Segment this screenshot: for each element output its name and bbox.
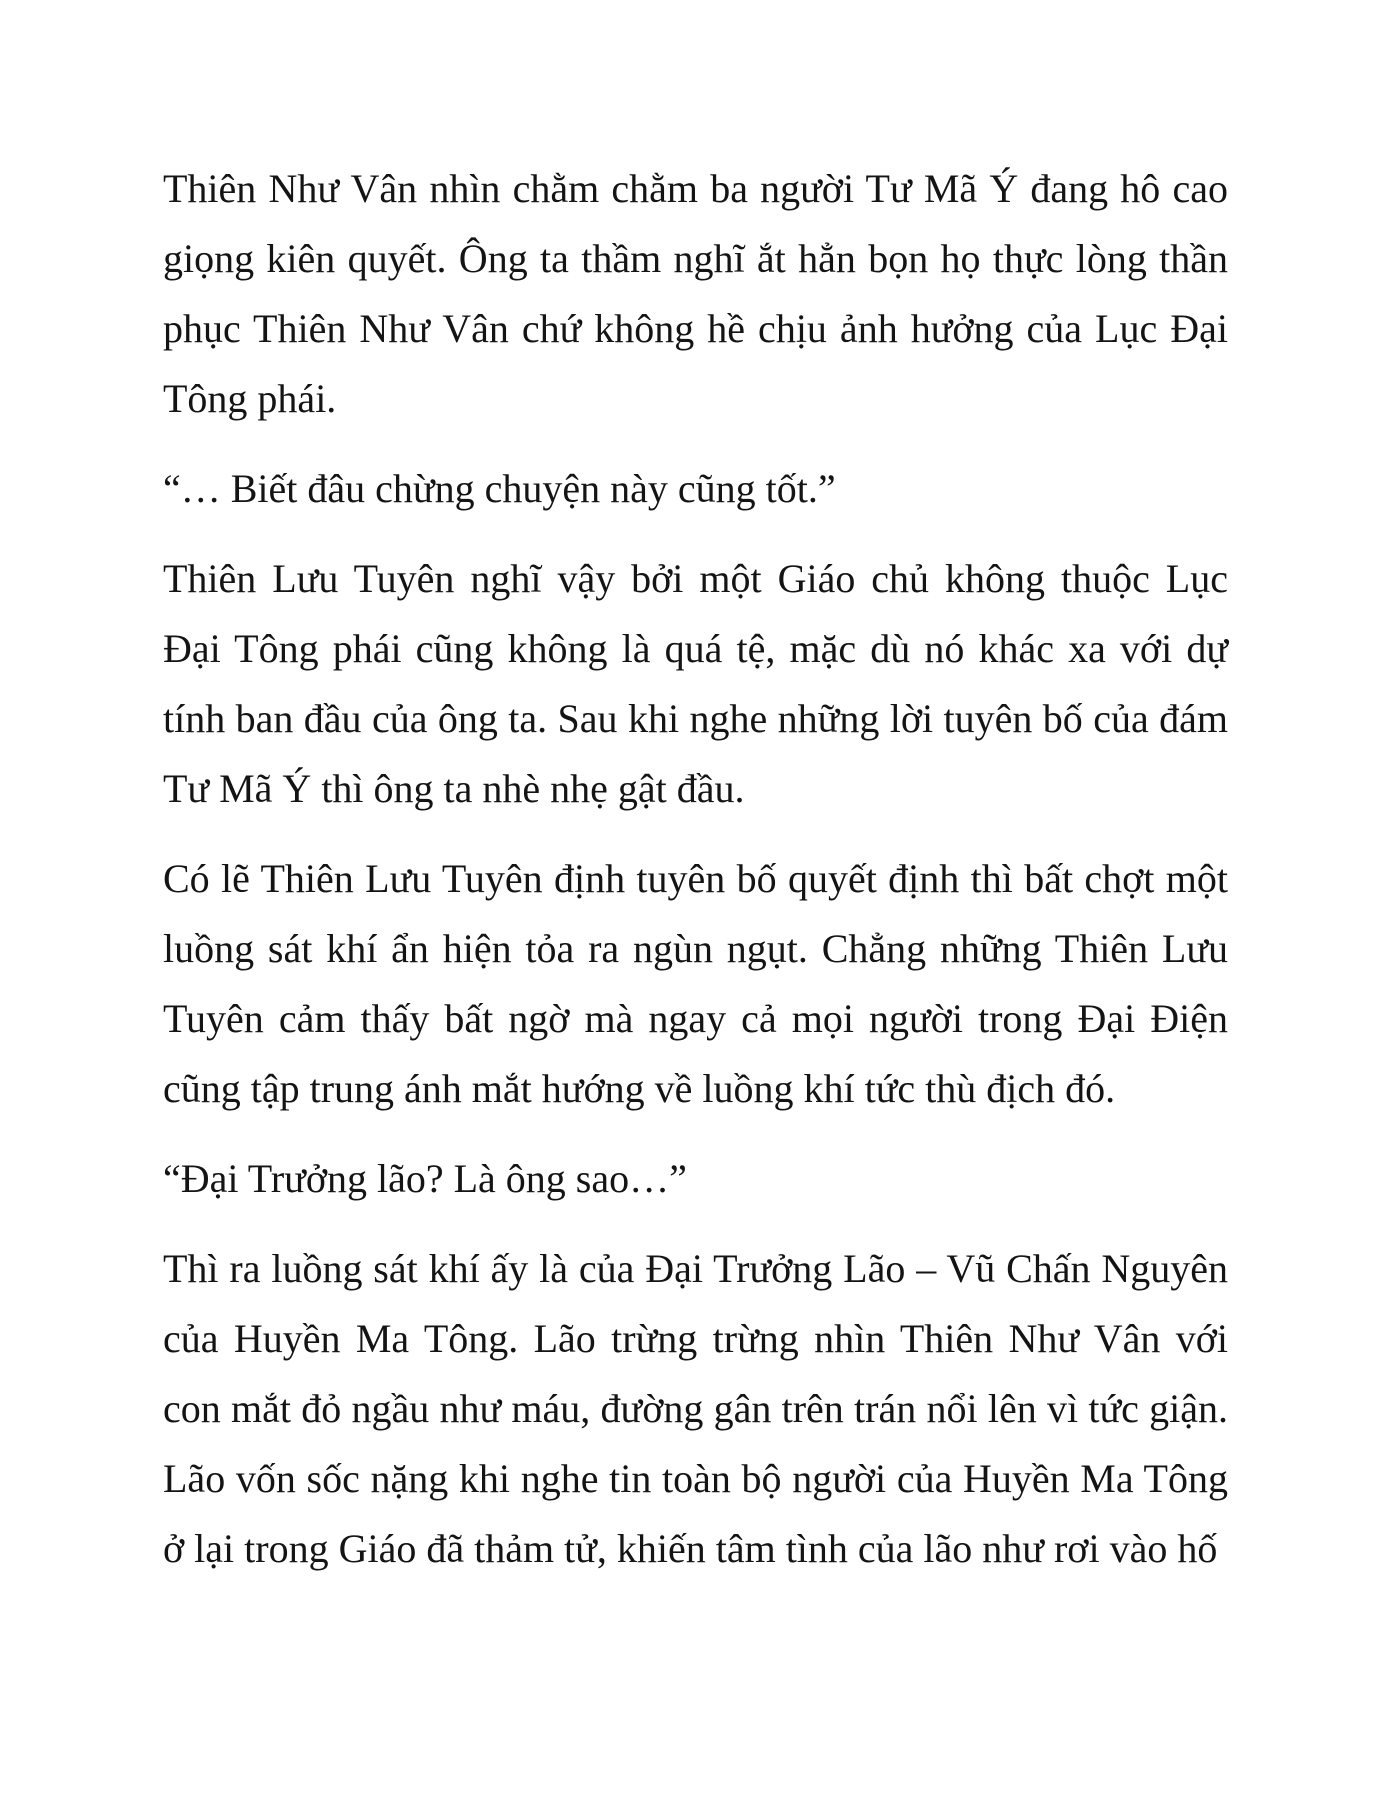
- paragraph-4: Có lẽ Thiên Lưu Tuyên định tuyên bố quyết định thì bất chợt một luồng sát khí ẩn hiện tỏa ra ngùn ngụt. Chẳng những Thiên Lưu Tuyên cảm thấy bất ngờ mà ngay cả mọi người trong Đại Điện cũng tập trung ánh mắt hướng về luồng khí tức thù địch đó.: [163, 856, 1228, 1111]
- paragraph-1: Thiên Như Vân nhìn chằm chằm ba người Tư Mã Ý đang hô cao giọng kiên quyết. Ông ta thầm nghĩ ắt hẳn bọn họ thực lòng thần phục Thiên Như Vân chứ không hề chịu ảnh hưởng của Lục Đại Tông phái.: [163, 166, 1228, 421]
- body-text: [163, 154, 1228, 1604]
- paragraph-5: “Đại Trưởng lão? Là ông sao…”: [163, 1156, 687, 1201]
- paragraph-2: “… Biết đâu chừng chuyện này cũng tốt.”: [163, 466, 836, 511]
- paragraph-3: Thiên Lưu Tuyên nghĩ vậy bởi một Giáo chủ không thuộc Lục Đại Tông phái cũng không là quá tệ, mặc dù nó khác xa với dự tính ban đầu của ông ta. Sau khi nghe những lời tuyên bố của đám Tư Mã Ý thì ông ta nhè nhẹ gật đầu.: [163, 556, 1228, 811]
- paragraph-6: Thì ra luồng sát khí ấy là của Đại Trưởng Lão – Vũ Chấn Nguyên của Huyền Ma Tông. Lão trừng trừng nhìn Thiên Như Vân với con mắt đỏ ngầu như máu, đường gân trên trán nổi lên vì tức giận. Lão vốn sốc nặng khi nghe tin toàn bộ người của Huyền Ma Tông ở lại trong Giáo đã thảm tử, khiến tâm tình của lão như rơi vào hố: [163, 1246, 1228, 1571]
